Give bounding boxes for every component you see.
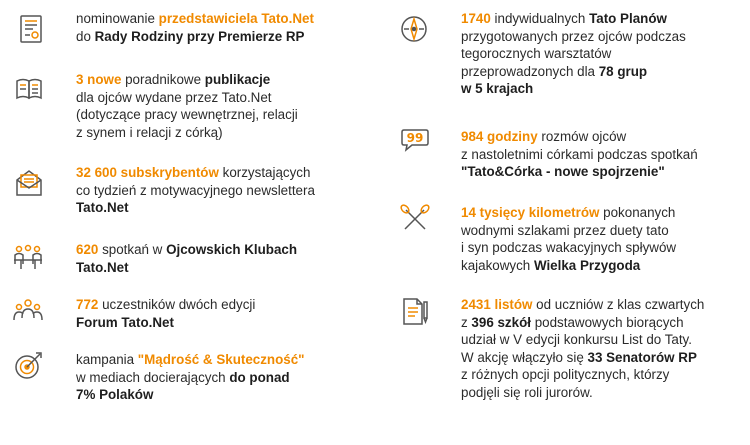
stat-text [76, 351, 305, 404]
newsletter-envelope-icon [14, 168, 44, 198]
body-text: uczestników dwóch edycji [98, 297, 256, 312]
highlight-text: przedstawiciela Tato.Net [158, 11, 314, 26]
stat-text [76, 296, 255, 331]
body-text: poradnikowe [121, 72, 205, 87]
text-line [76, 351, 305, 369]
compass-plan-icon [399, 14, 429, 44]
target-icon [14, 350, 44, 380]
text-line [76, 259, 297, 277]
body-text: (dotyczące pracy wewnętrznej, relacji [76, 107, 298, 123]
text-line [76, 314, 255, 332]
bold-text: 7% Polaków [76, 387, 154, 403]
highlight-text: 14 tysięcy kilometrów [461, 205, 600, 220]
bold-text: Tato Planów [589, 11, 667, 26]
participants-group-icon [13, 296, 43, 326]
body-text: podstawowych biorących [530, 314, 684, 330]
bold-text: "Tato&Córka - nowe spojrzenie" [461, 164, 665, 180]
bold-text: publikacje [204, 72, 271, 87]
text-line [461, 45, 686, 63]
stat-text [461, 128, 698, 181]
text-line [461, 146, 698, 164]
body-text: wodnymi szlakami przez duety tato [461, 222, 669, 238]
certificate-icon [16, 14, 46, 44]
bold-text: 396 szkół [471, 314, 531, 330]
bold-text: w 5 krajach [461, 81, 534, 97]
letter-pencil-icon [400, 296, 430, 326]
body-text: do [76, 28, 95, 44]
text-line [76, 386, 305, 404]
highlight-text: 3 nowe [76, 72, 122, 87]
body-text: z [461, 314, 472, 330]
text-line [76, 241, 297, 259]
body-text: korzystających [218, 165, 311, 180]
body-text: spotkań w [98, 242, 167, 257]
text-line [461, 10, 686, 28]
bold-text: 33 Senatorów RP [587, 349, 697, 365]
bold-text: Tato.Net [76, 259, 129, 275]
body-text: i syn podczas wakacyjnych spływów [461, 240, 677, 256]
text-line [461, 204, 676, 222]
bold-text: 78 grup [598, 63, 648, 79]
body-text: tegorocznych warsztatów [461, 46, 612, 62]
bold-text: Tato.Net [76, 200, 129, 216]
text-line [76, 296, 255, 314]
text-line [461, 28, 686, 46]
text-line [461, 63, 686, 81]
body-text: z nastoletnimi córkami podczas spotkań [461, 146, 698, 162]
svg-text:99: 99 [406, 131, 424, 145]
text-line [76, 28, 314, 46]
text-line [461, 366, 704, 384]
text-line [76, 89, 298, 107]
highlight-text: 984 godziny [461, 129, 538, 144]
quote-bubble-icon [400, 124, 430, 154]
body-text: nominowanie [76, 11, 159, 26]
stat-text [461, 296, 704, 402]
highlight-text: "Mądrość & Skuteczność" [137, 352, 305, 367]
text-line [76, 10, 314, 28]
text-line [461, 163, 698, 181]
text-line [461, 314, 704, 332]
body-text: od uczniów z klas czwartych [532, 297, 705, 312]
text-line [76, 199, 315, 217]
text-line [76, 164, 315, 182]
bold-text: Wielka Przygoda [533, 257, 641, 273]
text-line [461, 80, 686, 98]
text-line [76, 124, 298, 142]
body-text: W akcję włączyło się [461, 349, 588, 365]
highlight-text: 2431 listów [461, 297, 533, 312]
body-text: przeprowadzonych dla [461, 63, 599, 79]
text-line [461, 222, 676, 240]
body-text: indywidualnych [490, 11, 590, 26]
text-line [76, 182, 315, 200]
bold-text: do ponad [229, 369, 290, 385]
text-line [461, 296, 704, 314]
text-line [76, 71, 298, 89]
text-line [461, 349, 704, 367]
text-line [461, 257, 676, 275]
text-line [461, 331, 704, 349]
body-text: w mediach docierających [76, 369, 230, 385]
meeting-table-icon [13, 242, 43, 272]
stat-text [461, 10, 686, 98]
body-text: udział w V edycji konkursu List do Taty. [461, 332, 692, 348]
highlight-text: 772 [76, 297, 99, 312]
body-text: z synem i relacji z córką) [76, 124, 223, 140]
stat-text [76, 241, 297, 276]
body-text: przygotowanych przez ojców podczas [461, 28, 686, 44]
stat-text [76, 164, 315, 217]
highlight-text: 620 [76, 242, 99, 257]
text-line [461, 128, 698, 146]
bold-text: Rady Rodziny przy Premierze RP [94, 28, 305, 44]
text-line [461, 239, 676, 257]
text-line [76, 369, 305, 387]
body-text: podjęli się roli jurorów. [461, 384, 593, 400]
text-line [461, 384, 704, 402]
stat-text [76, 71, 298, 141]
body-text: kampania [76, 352, 138, 367]
open-book-icon [14, 74, 44, 104]
body-text: z różnych opcji politycznych, którzy [461, 367, 670, 383]
body-text: dla ojców wydane przez Tato.Net [76, 89, 272, 105]
bold-text: Forum Tato.Net [76, 314, 174, 330]
bold-text: Ojcowskich Klubach [166, 242, 298, 257]
stat-text [461, 204, 676, 274]
body-text: pokonanych [599, 205, 676, 220]
body-text: kajakowych [461, 257, 534, 273]
body-text: rozmów ojców [537, 129, 627, 144]
highlight-text: 1740 [461, 11, 491, 26]
crossed-paddles-icon [400, 204, 430, 234]
text-line [76, 106, 298, 124]
highlight-text: 32 600 subskrybentów [76, 165, 219, 180]
body-text: co tydzień z motywacyjnego newslettera [76, 182, 315, 198]
stat-text [76, 10, 314, 45]
